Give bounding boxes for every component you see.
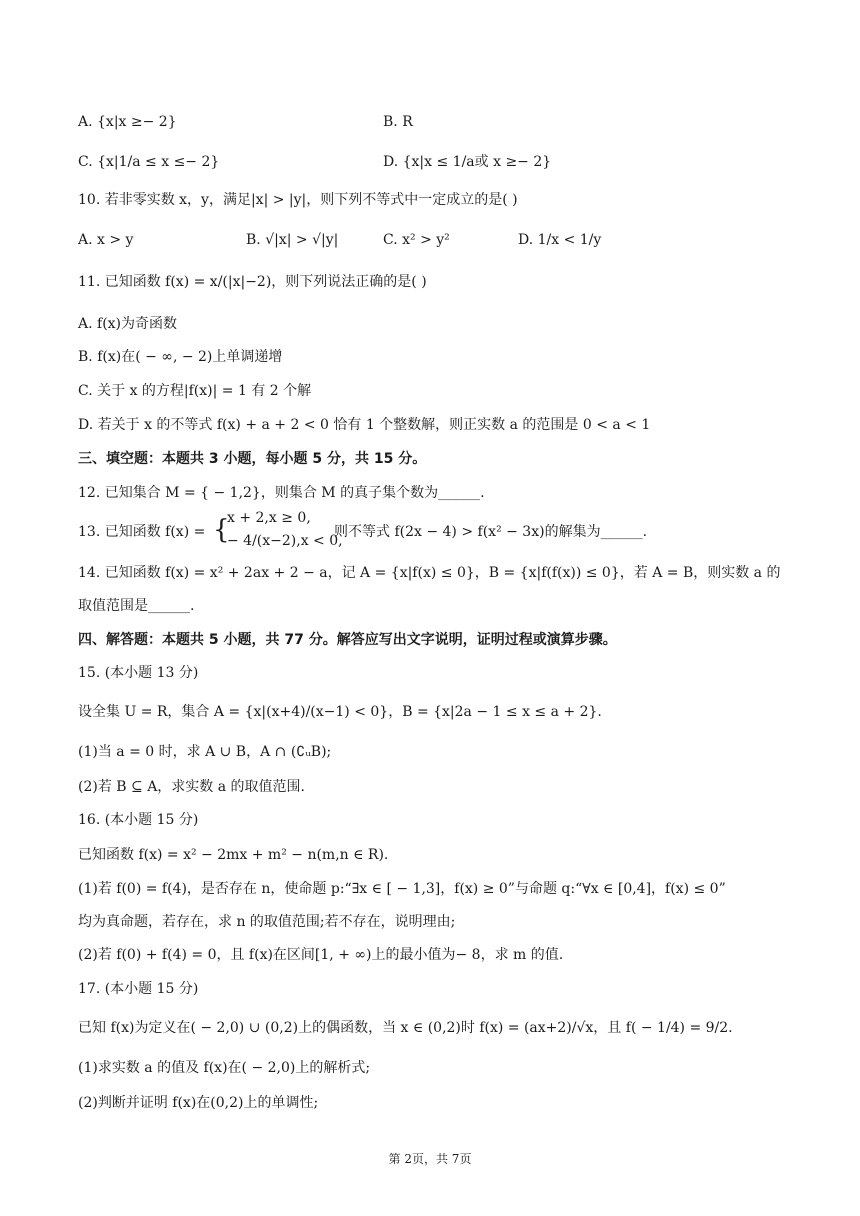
q10-option-d: D. 1/x < 1/y xyxy=(518,232,602,248)
q16-header: 16. (本小题 15 分) xyxy=(78,812,199,828)
page-footer: 第 2页，共 7页 xyxy=(388,1152,472,1166)
q9-option-c: C. {x|1/a ≤ x ≤− 2} xyxy=(78,154,220,170)
q17-part-2: (2)判断并证明 f(x)在(0,2)上的单调性; xyxy=(78,1095,319,1111)
q17-stem: 已知 f(x)为定义在( − 2,0) ∪ (0,2)上的偶函数，当 x ∈ (0,2)时 f(x) = (ax+2)/√x，且 f( − 1/4) = 9/2. xyxy=(78,1020,733,1036)
q9-option-b: B. R xyxy=(383,114,413,130)
q16-part-1a: (1)若 f(0) = f(4)，是否存在 n，使命题 p:“∃x ∈ [ − 1,3]，f(x) ≥ 0”与命题 q:“∀x ∈ [0,4]，f(x) ≤ 0” xyxy=(78,881,726,897)
q13-case-1: x + 2,x ≥ 0, xyxy=(227,510,311,526)
section-4-heading: 四、解答题：本题共 5 小题，共 77 分。解答应写出文字说明，证明过程或演算步骤。 xyxy=(78,632,617,648)
q10-option-b: B. √|x| > √|y| xyxy=(246,232,339,248)
q11-option-a: A. f(x)为奇函数 xyxy=(78,316,178,332)
q13-suffix: 则不等式 f(2x − 4) > f(x² − 3x)的解集为______. xyxy=(334,524,648,540)
q12-text: 12. 已知集合 M = { − 1,2}，则集合 M 的真子集个数为______. xyxy=(78,485,485,501)
section-3-heading: 三、填空题：本题共 3 小题，每小题 5 分，共 15 分。 xyxy=(78,451,427,467)
q11-stem: 11. 已知函数 f(x) = x/(|x|−2)，则下列说法正确的是( ) xyxy=(78,274,427,290)
q16-part-2: (2)若 f(0) + f(4) = 0，且 f(x)在区间[1, + ∞)上的最小值为− 8，求 m 的值. xyxy=(78,947,564,963)
q9-option-a: A. {x|x ≥− 2} xyxy=(78,114,177,130)
q10-option-a: A. x > y xyxy=(78,232,134,248)
q9-option-d: D. {x|x ≤ 1/a或 x ≥− 2} xyxy=(383,154,552,170)
q13-brace: { xyxy=(213,515,230,545)
q15-part-2: (2)若 B ⊆ A，求实数 a 的取值范围. xyxy=(78,779,306,795)
q14-line-1: 14. 已知函数 f(x) = x² + 2ax + 2 − a，记 A = {x|f(x) ≤ 0}，B = {x|f(f(x)) ≤ 0}，若 A = B，则实数 a 的 xyxy=(78,565,781,581)
q15-stem: 设全集 U = R，集合 A = {x|(x+4)/(x−1) < 0}，B = {x|2a − 1 ≤ x ≤ a + 2}. xyxy=(78,704,602,720)
q13-prefix: 13. 已知函数 f(x) = xyxy=(78,524,206,540)
q15-part-1: (1)当 a = 0 时，求 A ∪ B，A ∩ (∁ᵤB); xyxy=(78,744,332,760)
q17-part-1: (1)求实数 a 的值及 f(x)在( − 2,0)上的解析式; xyxy=(78,1060,371,1076)
q14-line-2: 取值范围是______. xyxy=(78,598,195,614)
q10-option-c: C. x² > y² xyxy=(383,232,450,248)
q11-option-d: D. 若关于 x 的不等式 f(x) + a + 2 < 0 恰有 1 个整数解，则正实数 a 的范围是 0 < a < 1 xyxy=(78,417,651,433)
q11-option-c: C. 关于 x 的方程|f(x)| = 1 有 2 个解 xyxy=(78,383,312,399)
q13-case-2: − 4/(x−2),x < 0, xyxy=(227,533,343,549)
q16-part-1b: 均为真命题，若存在，求 n 的取值范围;若不存在，说明理由; xyxy=(78,914,456,930)
q15-header: 15. (本小题 13 分) xyxy=(78,665,199,681)
q10-stem: 10. 若非零实数 x，y，满足|x| > |y|，则下列不等式中一定成立的是( ) xyxy=(78,192,518,208)
q16-stem: 已知函数 f(x) = x² − 2mx + m² − n(m,n ∈ R). xyxy=(78,847,389,863)
q17-header: 17. (本小题 15 分) xyxy=(78,981,199,997)
q11-option-b: B. f(x)在( − ∞, − 2)上单调递增 xyxy=(78,349,283,365)
